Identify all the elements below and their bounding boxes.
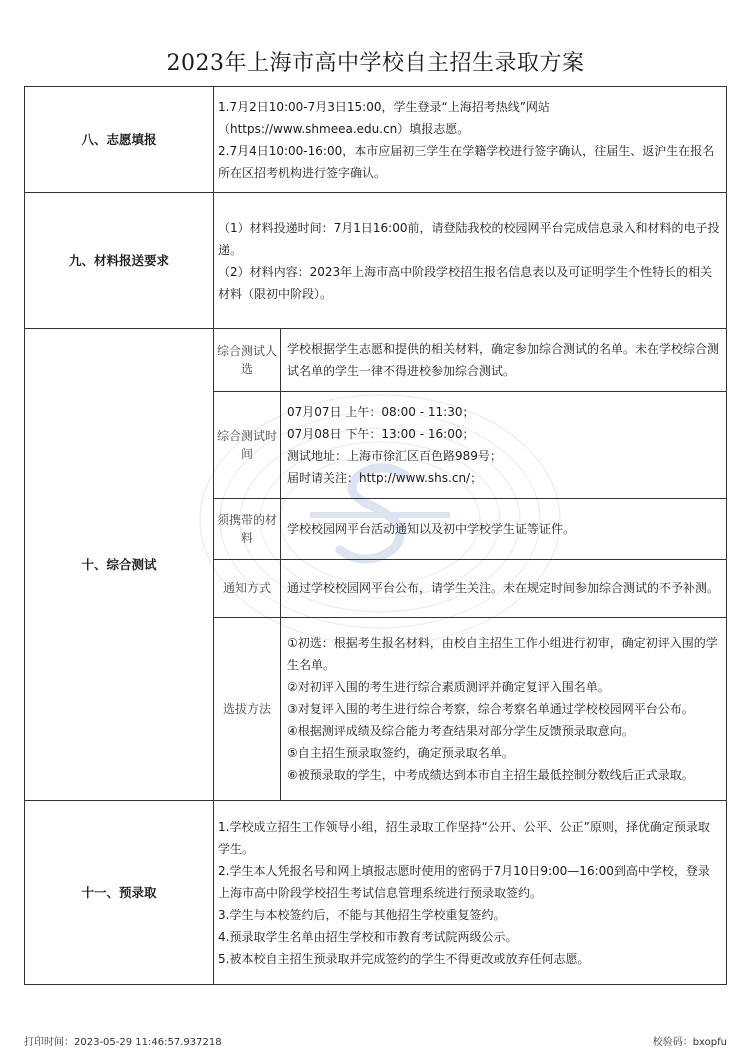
content-line: ③对复评入围的考生进行综合考察，综合考察名单通过学校校园网平台公布。: [287, 701, 694, 716]
content-line: 3.学生与本校签约后，不能与其他招生学校重复签约。: [218, 907, 506, 922]
print-time: 打印时间：2023-05-29 11:46:57.937218: [24, 1037, 222, 1048]
content-line: 07月07日 上午：08:00 - 11:30；: [287, 404, 475, 419]
admission-plan-table: [24, 86, 727, 985]
section-content: [214, 193, 727, 329]
subrow: [214, 617, 726, 800]
section-row-preadmission: [25, 801, 727, 985]
subrow-label: 综合测试人选: [214, 329, 281, 391]
test-subtable: [214, 329, 726, 800]
section-heading: 九、材料报送要求: [25, 193, 214, 329]
subrow-content: [281, 329, 727, 391]
subrow-label: 综合测试时间: [214, 391, 281, 498]
content-line: 5.被本校自主招生预录取并完成签约的学生不得更改或放弃任何志愿。: [218, 951, 590, 966]
subrow-label: 须携带的材料: [214, 498, 281, 559]
page-title: 2023年上海市高中学校自主招生录取方案: [166, 51, 585, 76]
section-heading: 十、综合测试: [25, 329, 214, 801]
content-line: 届时请关注：http://www.shs.cn/；: [287, 470, 483, 485]
content-line: 1.7月2日10:00-7月3日15:00，学生登录“上海招考热线”网站（https://www.shmeea.edu.cn）填报志愿。: [218, 99, 550, 136]
subrow-content: [281, 498, 727, 559]
content-line: ⑤自主招生预录取签约，确定预录取名单。: [287, 745, 514, 760]
content-line: 通过学校校园网平台公布，请学生关注。未在规定时间参加综合测试的不予补测。: [287, 581, 720, 595]
content-line: ⑥被预录取的学生，中考成绩达到本市自主招生最低控制分数线后正式录取。: [287, 767, 694, 782]
subrow-content: [281, 559, 727, 617]
content-line: 2.学生本人凭报名号和网上填报志愿时使用的密码于7月10日9:00—16:00到高中学校，登录上海市高中阶段学校招生考试信息管理系统进行预录取签约。: [218, 863, 710, 900]
content-line: 4.预录取学生名单由招生学校和市教育考试院两级公示。: [218, 929, 518, 944]
content-line: 2.7月4日10:00-16:00，本市应届初三学生在学籍学校进行签字确认，往届生、返沪生在报名所在区招考机构进行签字确认。: [218, 143, 715, 180]
subrow-label: 通知方式: [214, 559, 281, 617]
section-row-materials: [25, 193, 727, 329]
content-line: 1.学校成立招生工作领导小组，招生录取工作坚持“公开、公平、公正”原则，择优确定预录取学生。: [218, 819, 710, 856]
section-content: [214, 87, 727, 193]
content-line: 测试地址：上海市徐汇区百色路989号；: [287, 448, 502, 463]
subrow: [214, 498, 726, 559]
content-line: （2）材料内容：2023年上海市高中阶段学校招生报名信息表以及可证明学生个性特长的相关材料（限初中阶段）。: [218, 264, 713, 301]
section-heading: 八、志愿填报: [25, 87, 214, 193]
section-content: [214, 329, 727, 801]
subrow-label: 选拔方法: [214, 617, 281, 800]
section-row-volunteer: [25, 87, 727, 193]
check-code: 校验码：bxopfu: [652, 1037, 727, 1048]
section-heading: 十一、预录取: [25, 801, 214, 985]
content-line: 07月08日 下午：13:00 - 16:00；: [287, 426, 475, 441]
content-line: （1）材料投递时间：7月1日16:00前，请登陆我校的校园网平台完成信息录入和材料的电子投递。: [218, 220, 720, 257]
content-line: 学校根据学生志愿和提供的相关材料，确定参加综合测试的名单。未在学校综合测试名单的学生一律不得进校参加综合测试。: [287, 341, 720, 378]
subrow-content: [281, 617, 727, 800]
content-line: ②对初评入围的考生进行综合素质测评并确定复评入围名单。: [287, 679, 610, 694]
content-line: ④根据测评成绩及综合能力考查结果对部分学生反馈预录取意向。: [287, 723, 634, 738]
content-line: ①初选：根据考生报名材料，由校自主招生工作小组进行初审，确定初评入围的学生名单。: [287, 635, 718, 672]
subrow-content: [281, 391, 727, 498]
subrow: [214, 559, 726, 617]
subrow: [214, 391, 726, 498]
content-line: 学校校园网平台活动通知以及初中学校学生证等证件。: [287, 521, 576, 536]
section-row-test: [25, 329, 727, 801]
subrow: [214, 329, 726, 391]
section-content: [214, 801, 727, 985]
